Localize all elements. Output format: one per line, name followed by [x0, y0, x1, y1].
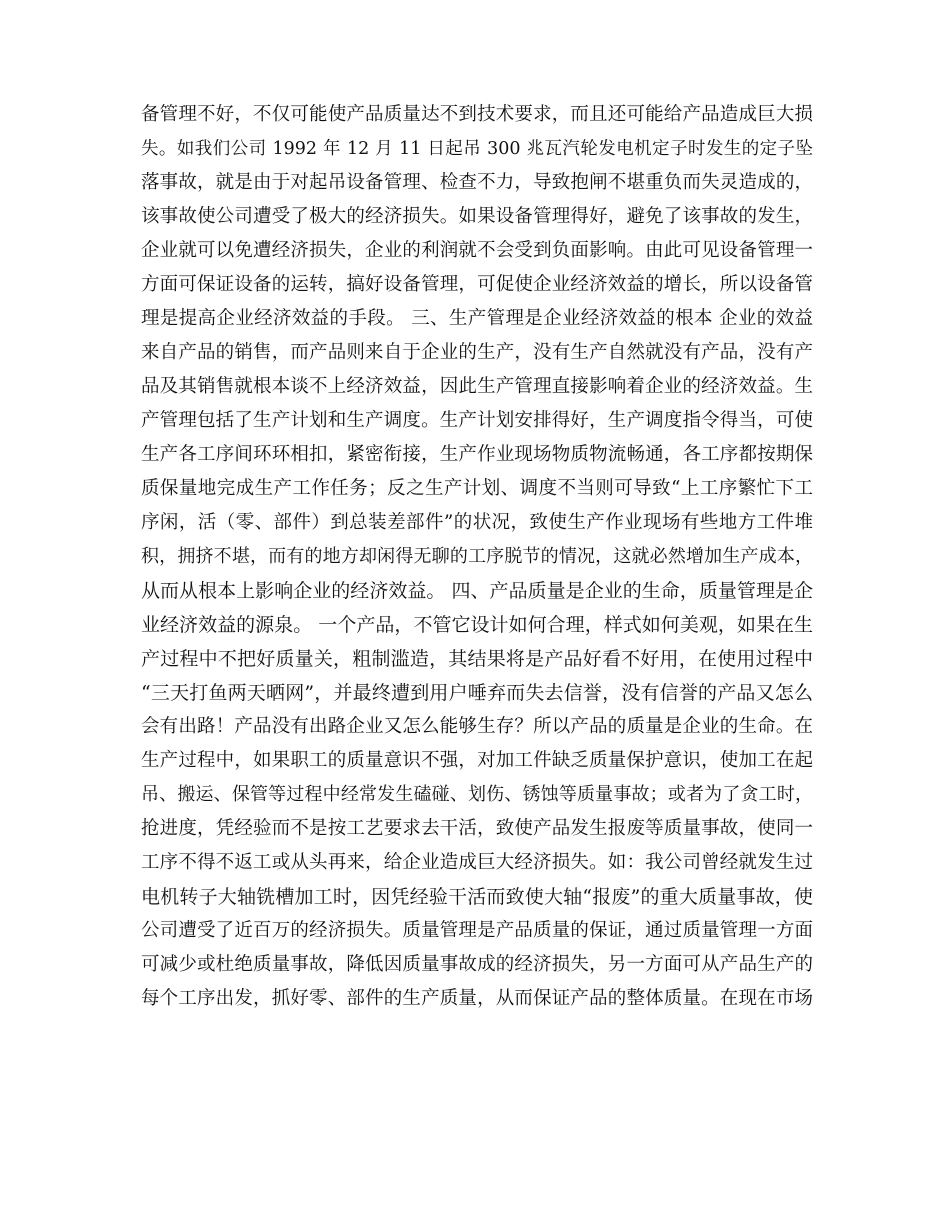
- text-line: 生产过程中，如果职工的质量意识不强，对加工件缺乏质量保护意识，使加工在起: [141, 750, 813, 771]
- text-line: 落事故，就是由于对起吊设备管理、检查不力，导致抱闸不堪重负而失灵造成的，: [141, 172, 813, 193]
- text-line: 生产各工序间环环相扣，紧密衔接，生产作业现场物质物流畅通，各工序都按期保: [141, 444, 813, 465]
- text-line: 可减少或杜绝质量事故，降低因质量事故成的经济损失，另一方面可从产品生产的: [141, 954, 813, 975]
- text-line: 公司遭受了近百万的经济损失。质量管理是产品质量的保证，通过质量管理一方面: [141, 920, 813, 941]
- text-line: 积，拥挤不堪，而有的地方却闲得无聊的工序脱节的情况，这就必然增加生产成本，: [141, 546, 813, 567]
- text-line: 电机转子大轴铣槽加工时，因凭经验干活而致使大轴“报废”的重大质量事故，使: [141, 886, 813, 908]
- text-line: 抢进度，凭经验而不是按工艺要求去干活，致使产品发生报废等质量事故，使同一: [141, 818, 813, 839]
- text-line: 理是提高企业经济效益的手段。 三、生产管理是企业经济效益的根本 企业的效益: [141, 308, 813, 329]
- text-line: 来自产品的销售，而产品则来自于企业的生产，没有生产自然就没有产品，没有产: [141, 342, 813, 363]
- text-line: 从而从根本上影响企业的经济效益。 四、产品质量是企业的生命，质量管理是企: [141, 580, 813, 602]
- text-line: 会有出路！产品没有出路企业又怎么能够生存？所以产品的质量是企业的生命。在: [141, 716, 813, 737]
- text-line: 产管理包括了生产计划和生产调度。生产计划安排得好，生产调度指令得当，可使: [141, 410, 813, 431]
- text-line: 备管理不好，不仅可能使产品质量达不到技术要求，而且还可能给产品造成巨大损: [141, 104, 813, 125]
- text-line: 吊、搬运、保管等过程中经常发生磕碰、划伤、锈蚀等质量事故；或者为了贪工时，: [141, 784, 813, 805]
- text-line: 失。如我们公司 1992 年 12 月 11 日起吊 300 兆瓦汽轮发电机定子时发生的定子坠: [141, 139, 813, 159]
- text-line: 方面可保证设备的运转，搞好设备管理，可促使企业经济效益的增长，所以设备管: [141, 274, 813, 295]
- text-line: 企业就可以免遭经济损失，企业的利润就不会受到负面影响。由此可见设备管理一: [141, 240, 813, 261]
- text-line: “三天打鱼两天晒网”，并最终遭到用户唾弃而失去信誉，没有信誉的产品又怎么: [141, 682, 813, 704]
- text-line: 质保量地完成生产工作任务；反之生产计划、调度不当则可导致“上工序繁忙下工: [141, 478, 813, 499]
- text-line: 品及其销售就根本谈不上经济效益，因此生产管理直接影响着企业的经济效益。生: [141, 376, 813, 397]
- body-text: [141, 98, 813, 1016]
- text-line: 每个工序出发，抓好零、部件的生产质量，从而保证产品的整体质量。在现在市场: [141, 988, 813, 1009]
- text-line: 业经济效益的源泉。 一个产品，不管它设计如何合理，样式如何美观，如果在生: [141, 614, 813, 636]
- text-line: 该事故使公司遭受了极大的经济损失。如果设备管理得好，避免了该事故的发生，: [141, 206, 813, 227]
- text-line: 工序不得不返工或从头再来，给企业造成巨大经济损失。如：我公司曾经就发生过: [141, 852, 813, 873]
- text-line: 产过程中不把好质量关，粗制滥造，其结果将是产品好看不好用，在使用过程中: [141, 648, 813, 670]
- text-line: 序闲，活（零、部件）到总装差部件”的状况，致使生产作业现场有些地方工件堆: [141, 512, 813, 533]
